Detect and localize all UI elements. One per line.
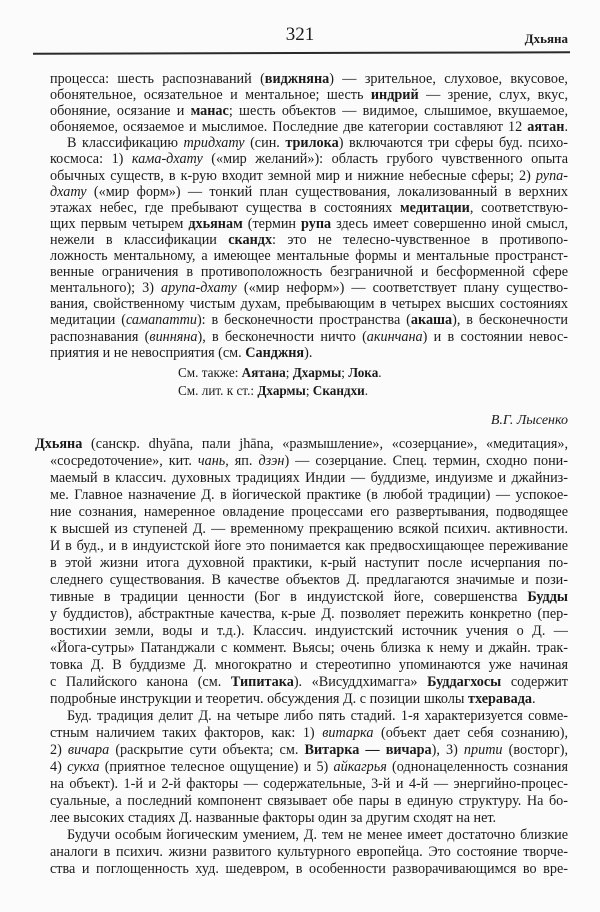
text-run: венные ограничения в противоположность безграничной и бесформенной сфере	[50, 264, 568, 281]
text-run: ;	[305, 383, 313, 398]
bold-term: медитации	[399, 199, 470, 216]
italic-term: вичара	[67, 742, 110, 758]
text-run: И в буд., и в индуистской йоге это понимается как предвосхищающее переживание	[50, 538, 568, 554]
text-line	[50, 329, 568, 345]
header-rule	[33, 51, 570, 54]
text-line	[50, 453, 568, 470]
text-run: щих первым четырем	[50, 215, 189, 232]
text-run: обоняемое, осязаемое и мыслимое. Последние две категории составляют 12	[50, 119, 528, 136]
text-run: См. также:	[178, 365, 242, 380]
text-line	[50, 742, 568, 759]
text-line	[50, 103, 568, 119]
text-run: (раскрытие сути объекта; см.	[109, 742, 305, 758]
text-run: нежели в классификации	[50, 231, 229, 248]
bold-term: Дхармы	[257, 383, 306, 398]
text-run: ) — зрительное, слуховое, вкусовое,	[329, 71, 568, 87]
text-run: обычных существ, в к-рую входит земной мир и нижние небесные сферы; 2)	[50, 167, 536, 184]
bold-term: Дхармы	[292, 365, 342, 380]
text-line	[50, 200, 568, 216]
text-run: космоса: 1)	[50, 151, 132, 168]
text-run: этажах небес, где пребывают существа в состояниях	[50, 199, 400, 216]
bold-term: Санджня	[245, 344, 305, 361]
text-run: ).	[304, 344, 313, 361]
text-run: ), в бесконечности ничто (	[197, 328, 367, 345]
text-line	[50, 119, 568, 135]
text-run: на объект). 1-й и 2-й факторы — содержательные, 3-й и 4-й — энергийно-процес-	[50, 776, 568, 792]
text-line	[50, 538, 568, 555]
bold-term: трилока	[285, 135, 339, 152]
running-head: Дхьяна	[524, 31, 568, 46]
bold-term: индрий	[370, 87, 419, 104]
text-line	[50, 487, 568, 504]
text-run: обонятельное, осязательное и ментальное; шесть	[50, 87, 371, 104]
text-run: обоняние, осязание и	[50, 103, 191, 120]
text-run: стным наличием таких факторов, как: 1)	[50, 725, 323, 741]
text-line	[50, 312, 568, 328]
text-line	[50, 264, 568, 280]
text-run: суальные, а последний компонент связывает обе пары в единую структуру. На бо-	[50, 793, 568, 809]
text-run: ;	[341, 365, 349, 380]
text-run: здесь имеет совершенно иной смысл,	[331, 215, 568, 232]
text-run: См. лит. к ст.:	[178, 383, 258, 398]
bold-term: Дхьяна	[35, 436, 83, 452]
text-line	[50, 470, 568, 487]
bold-term: Буддагхосы	[427, 674, 502, 690]
author-signature: В.Г. Лысенко	[490, 413, 568, 428]
text-run: ние сознания, намеренное овладение процессами его развертывания, подводящее	[50, 504, 568, 520]
text-run: ментального); 3)	[50, 280, 162, 297]
text-line	[50, 521, 568, 538]
text-run: «сосредоточение», кит.	[50, 453, 198, 469]
text-run: ) — созерцание. Спец. термин, сходно пони-	[284, 453, 568, 469]
text-run: с Палийского канона (см.	[50, 674, 231, 690]
text-run: ) включаются три сферы буд. психо-	[338, 135, 568, 152]
text-run: ложность ментальному, а имеющее ментальные формы и ментальные пространст-	[50, 248, 568, 265]
text-run: — зрение, слух, вкус,	[418, 87, 568, 104]
text-line	[50, 71, 568, 87]
page-number: 321	[285, 24, 315, 45]
text-line	[50, 184, 568, 200]
text-run: , соответствую-	[469, 199, 568, 216]
text-line	[50, 280, 568, 296]
bold-term: тхеравада	[467, 691, 533, 707]
text-run: следнего существования. В качестве объектов Д. предлагаются значимые и пози-	[50, 572, 568, 588]
text-line	[50, 844, 568, 861]
text-line	[50, 504, 568, 521]
text-run: товка Д. В буддизме Д. многократно и стереотипно упоминаются уже начиная	[50, 657, 568, 673]
text-run: ства и поглощенность худ. шедевром, в особенности разворачивающимся во вре-	[50, 861, 568, 877]
text-line	[50, 640, 568, 657]
bold-term: Витарка — вичара	[304, 742, 432, 758]
text-line	[50, 135, 568, 151]
text-run: («мир неформ») — соответствует плану существо-	[236, 280, 568, 297]
text-run: медитации (	[50, 312, 126, 329]
text-run: лее высоких стадиях Д. названные факторы один за другим сходят на нет.	[50, 810, 497, 826]
bold-term: Будды	[527, 589, 568, 605]
italic-term: винняна	[149, 328, 198, 345]
text-run: ), 3)	[431, 742, 464, 758]
text-line	[50, 606, 568, 623]
entry-dhyana	[35, 436, 568, 878]
bold-term: Аятана	[241, 365, 286, 380]
italic-term: айкагрья	[333, 759, 387, 775]
italic-term: кама-дхату	[131, 151, 203, 168]
bold-term: рупа	[301, 215, 332, 232]
text-run: (термин	[242, 215, 302, 232]
italic-term: сукха	[67, 759, 100, 775]
text-line	[50, 572, 568, 589]
text-run: процесса: шесть распознаваний (	[50, 71, 265, 87]
text-run: в этой жизни итога духовной практики, к-рый наступит после исчерпания по-	[50, 555, 568, 571]
bold-term: манас	[190, 103, 229, 120]
text-run: , яп.	[225, 453, 259, 469]
italic-term: рупа-	[535, 167, 568, 184]
text-run: В классификацию	[67, 135, 184, 152]
text-line	[50, 861, 568, 878]
bold-term: Типитака	[230, 674, 294, 690]
text-run: 2)	[50, 742, 68, 758]
text-line	[50, 151, 568, 167]
text-run: .	[364, 383, 369, 398]
text-run: ) и в состоянии невос-	[422, 328, 568, 345]
text-run: (приятное телесное ощущение) и 5)	[99, 759, 334, 775]
text-line	[50, 345, 568, 361]
text-run: ): в бесконечности пространства (	[196, 312, 411, 329]
text-run: ;	[285, 365, 293, 380]
text-line	[50, 168, 568, 184]
text-run: «Йога-сутры» Патанджали с коммент. Вьясы; очень близка к нему и джайн. трак-	[50, 640, 568, 656]
text-run: .	[532, 691, 536, 707]
bold-term: дхьянам	[188, 215, 243, 232]
bold-term: аятан	[527, 119, 565, 136]
text-run: аналоги в психич. жизни развитого культурного европейца. Это состояние творче-	[50, 844, 568, 860]
text-line	[50, 674, 568, 691]
text-line	[35, 436, 568, 453]
text-line	[50, 216, 568, 232]
text-run: востихии земли, воды и т.д.). Классич. индуистский источник учения о Д. —	[50, 623, 568, 639]
text-run: распознавания (	[50, 328, 150, 345]
bold-term: скандх	[228, 231, 273, 248]
text-run: вания, свойственному чистым духам, пребывающим в четырех высших состояниях	[50, 296, 568, 313]
italic-term: акинчана	[366, 328, 423, 345]
text-run: : это не телесно-чувственное в противопо-	[272, 231, 568, 248]
italic-term: самапатти	[126, 312, 197, 329]
text-line	[50, 827, 568, 844]
text-run: («мир желаний»): область грубого чувственного опыта	[202, 151, 568, 168]
italic-term: дзэн	[258, 453, 285, 469]
text-run: ). «Висуддхимагга»	[293, 674, 428, 690]
text-run: тивные в традиции ценности (Бог в индуистской йоге, совершенства	[50, 589, 528, 605]
text-line	[50, 623, 568, 640]
text-run: Буд. традиция делит Д. на четыре либо пять стадий. 1-я характеризуется совме-	[67, 708, 568, 724]
italic-term: арупа-дхату	[161, 280, 237, 297]
text-line	[50, 793, 568, 810]
text-run: ; шесть объектов — видимое, слышимое, вкушаемое,	[228, 103, 568, 120]
text-run: маемый в классич. духовных традициях Индии — буддизме, индуизме и джайниз-	[50, 470, 568, 486]
text-line	[50, 708, 568, 725]
text-line	[50, 232, 568, 248]
text-run: ), в бесконечности	[452, 312, 568, 329]
text-line	[50, 589, 568, 606]
bold-term: акаша	[410, 312, 453, 329]
text-run: («мир форм») — тонкий план существования, локализованный в верхних	[86, 183, 568, 200]
text-run: .	[564, 119, 568, 136]
bold-term: Скандхи	[312, 383, 365, 398]
text-run: содержит	[501, 674, 568, 690]
text-run: (восторг),	[502, 742, 568, 758]
literature-reference	[178, 383, 368, 399]
text-run: Будучи особым йогическим умением, Д. тем не менее имеет достаточно близкие	[67, 827, 568, 843]
text-run: 4)	[50, 759, 68, 775]
text-line	[50, 296, 568, 312]
text-line	[50, 657, 568, 674]
italic-term: чань	[197, 453, 226, 469]
previous-entry-continuation	[50, 71, 568, 361]
text-line	[50, 725, 568, 742]
text-line	[50, 555, 568, 572]
text-run: к высшей из ступеней Д. — временному прекращению всякой психич. активности.	[50, 521, 568, 537]
text-run: (объект дает себя сознанию),	[373, 725, 568, 741]
text-run: (однонацеленность сознания	[386, 759, 568, 775]
text-run: подробные инструкции и теоретич. обсуждения Д. с позиции школы	[50, 691, 468, 707]
text-run: у буддистов), абстрактные качества, к-рые Д. позволяет пережить конкретно (пер-	[50, 606, 568, 622]
italic-term: дхату	[50, 183, 87, 200]
see-also	[178, 365, 382, 381]
italic-term: тридхату	[183, 135, 245, 152]
text-run: (санскр. dhyāna, пали jhāna, «размышление», «созерцание», «медитация»,	[82, 436, 568, 452]
italic-term: прити	[463, 742, 503, 758]
text-line	[50, 759, 568, 776]
bold-term: Лока	[348, 365, 379, 380]
text-run: приятия и не невосприятия (см.	[50, 344, 246, 361]
text-run: .	[378, 365, 382, 380]
text-run: (син.	[244, 135, 286, 152]
text-line	[50, 691, 568, 708]
italic-term: витарка	[322, 725, 374, 741]
text-line	[50, 810, 568, 827]
bold-term: виджняна	[264, 71, 330, 87]
text-run: ме. Главное назначение Д. в йогической практике (в любой традиции) — успокое-	[50, 487, 568, 503]
text-line	[50, 87, 568, 103]
text-line	[50, 248, 568, 264]
text-line	[50, 776, 568, 793]
